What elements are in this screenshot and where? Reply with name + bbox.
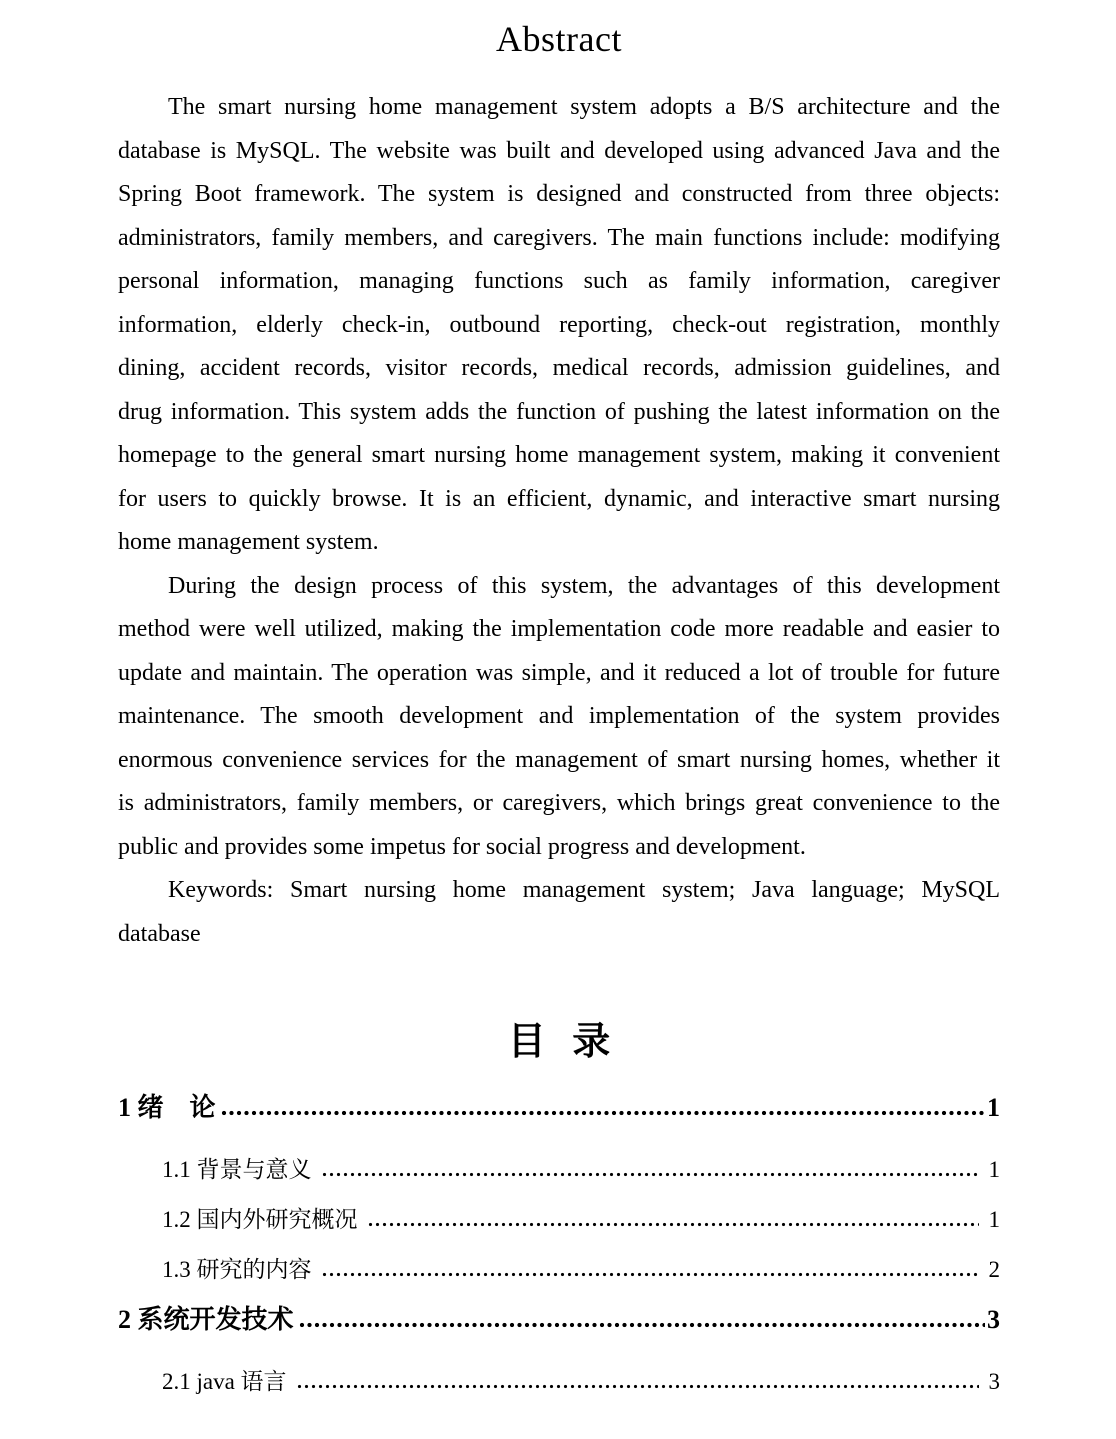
text-line: is administrators, family members, or caregivers, which brings great convenience to the [118, 790, 1000, 816]
abstract-paragraph-1 [118, 86, 1000, 565]
text-line: for users to quickly browse. It is an efficient, dynamic, and interactive smart nursing [118, 485, 1000, 512]
toc-entry[interactable] [118, 1198, 1000, 1242]
toc-entry[interactable] [118, 1248, 1000, 1292]
toc-heading: 目 录 [507, 1021, 611, 1063]
abstract-paragraph-2 [118, 565, 1000, 870]
toc-page-number: 1 [987, 1093, 1000, 1122]
text-line: The smart nursing home management system adopts a B/S architecture and the [168, 94, 1000, 120]
page-title: Abstract [496, 19, 622, 59]
toc-dot-leader [368, 1221, 978, 1227]
toc-dot-leader [299, 1322, 985, 1328]
toc-entry-label: 2 系统开发技术 [118, 1305, 294, 1334]
text-line: update and maintain. The operation was simple, and it reduced a lot of trouble for future [118, 659, 1000, 686]
toc-entry-label: 1.2 国内外研究概况 [162, 1207, 364, 1232]
toc-dot-leader [322, 1171, 978, 1177]
toc-dot-leader [221, 1110, 985, 1116]
text-line: personal information, managing functions such as family information, caregiver [118, 268, 1000, 294]
toc-page-number: 2 [988, 1257, 1000, 1282]
text-line: Keywords: Smart nursing home management system; Java language; MySQL [168, 877, 1000, 903]
text-line: database is MySQL. The website was built and developed using advanced Java and the [118, 137, 1000, 164]
toc-entry[interactable] [118, 1298, 1000, 1342]
text-line: During the design process of this system, the advantages of this development [168, 572, 1000, 599]
text-line: home management system. [118, 529, 379, 555]
toc-entry[interactable] [118, 1148, 1000, 1192]
text-line: public and provides some impetus for social progress and development. [118, 833, 806, 860]
toc-entry-label: 2.1 java 语言 [162, 1369, 293, 1394]
text-line: enormous convenience services for the management of smart nursing homes, whether it [118, 746, 1000, 773]
text-line: drug information. This system adds the function of pushing the latest information on the [118, 398, 1000, 425]
toc-page-number: 1 [988, 1157, 1000, 1182]
toc-dot-leader [297, 1383, 978, 1389]
text-line: dining, accident records, visitor records, medical records, admission guidelines, and [118, 355, 1000, 381]
abstract-keywords [118, 869, 1000, 956]
toc-page-number: 1 [988, 1207, 1000, 1232]
abstract-body [118, 86, 1000, 956]
text-line: database [118, 920, 201, 947]
toc-entry[interactable] [118, 1360, 1000, 1404]
toc-dot-leader [322, 1271, 978, 1277]
toc-entry-label: 1.3 研究的内容 [162, 1257, 318, 1282]
text-line: maintenance. The smooth development and implementation of the system provides [118, 703, 1000, 729]
toc-list [118, 1086, 1000, 1404]
text-line: information, elderly check-in, outbound reporting, check-out registration, monthly [118, 311, 1000, 338]
toc-entry[interactable] [118, 1086, 1000, 1130]
toc-entry-label: 1 绪 论 [118, 1093, 216, 1122]
text-line: Spring Boot framework. The system is designed and constructed from three objects: [118, 181, 1000, 207]
toc-page-number: 3 [988, 1369, 1000, 1394]
text-line: administrators, family members, and caregivers. The main functions include: modifying [118, 224, 1000, 251]
toc-page-number: 3 [987, 1305, 1000, 1334]
text-line: homepage to the general smart nursing home management system, making it convenient [118, 442, 1000, 468]
toc-entry-label: 1.1 背景与意义 [162, 1157, 318, 1182]
text-line: method were well utilized, making the implementation code more readable and easier to [118, 616, 1000, 642]
